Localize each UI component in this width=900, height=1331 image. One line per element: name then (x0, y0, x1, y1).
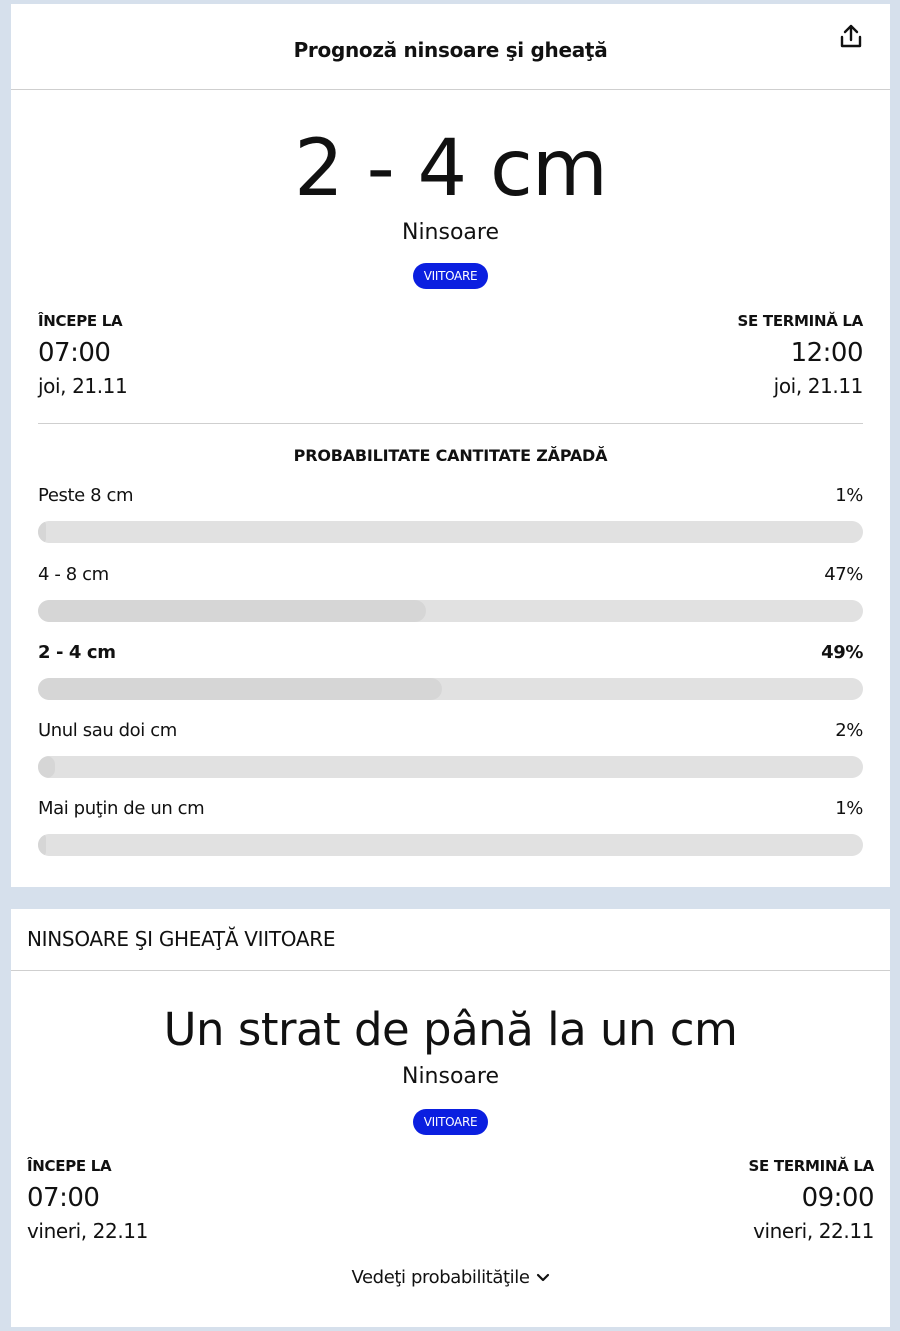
see-probabilities-link[interactable] (11, 1267, 890, 1288)
forecast-card (11, 4, 890, 887)
probability-value: 1% (835, 798, 863, 819)
upcoming-header (11, 909, 890, 971)
upcoming-start-time: 07:00 (27, 1183, 100, 1213)
probability-label: 4 - 8 cm (38, 564, 109, 585)
probability-bar-fill (38, 834, 46, 856)
upcoming-badge-wrap (11, 1109, 890, 1135)
probability-row (38, 485, 863, 555)
start-time: 07:00 (38, 338, 111, 368)
precip-type: Ninsoare (401, 220, 499, 245)
upcoming-end-date: vineri, 22.11 (753, 1219, 874, 1243)
upcoming-title: NINSOARE ŞI GHEAŢĂ VIITOARE (27, 927, 336, 951)
upcoming-amount: Un strat de până la un cm (163, 1003, 738, 1056)
upcoming-card (11, 909, 890, 1327)
probability-label: 2 - 4 cm (38, 642, 116, 663)
probability-bar (38, 600, 863, 622)
upcoming-start-date: vineri, 22.11 (27, 1219, 148, 1243)
snow-amount: 2 - 4 cm (294, 124, 607, 214)
probability-bar-fill (38, 756, 55, 778)
probability-row (38, 642, 863, 712)
probability-bar (38, 756, 863, 778)
probability-bar-fill (38, 600, 426, 622)
upcoming-start-label: ÎNCEPE LA (27, 1157, 112, 1175)
end-label: SE TERMINĂ LA (737, 312, 863, 330)
probability-value: 47% (824, 564, 863, 585)
see-probabilities-label: Vedeţi probabilităţile (351, 1267, 530, 1288)
probability-value: 1% (835, 485, 863, 506)
upcoming-status-badge: VIITOARE (413, 1109, 489, 1135)
upcoming-end-time: 09:00 (801, 1183, 874, 1213)
chevron-down-icon (536, 1273, 550, 1283)
page-title: Prognoză ninsoare şi gheaţă (293, 38, 608, 62)
probability-bar (38, 834, 863, 856)
probability-row (38, 798, 863, 868)
probability-bar (38, 678, 863, 700)
divider (38, 423, 863, 424)
probability-title: PROBABILITATE CANTITATE ZĂPADĂ (293, 446, 608, 465)
probability-row (38, 720, 863, 790)
probability-label: Unul sau doi cm (38, 720, 177, 741)
status-badge: VIITOARE (413, 263, 489, 289)
share-button[interactable] (836, 20, 866, 52)
upcoming-type: Ninsoare (401, 1064, 499, 1089)
probability-bar-fill (38, 521, 46, 543)
probability-row (38, 564, 863, 634)
upcoming-end-label: SE TERMINĂ LA (748, 1157, 874, 1175)
forecast-header (11, 4, 890, 90)
end-time: 12:00 (790, 338, 863, 368)
probability-bar-fill (38, 678, 442, 700)
probability-label: Peste 8 cm (38, 485, 134, 506)
probability-value: 49% (821, 642, 863, 663)
status-badge-wrap (11, 263, 890, 289)
probability-bar (38, 521, 863, 543)
end-date: joi, 21.11 (773, 374, 863, 398)
probability-value: 2% (835, 720, 863, 741)
share-icon (839, 23, 863, 49)
start-date: joi, 21.11 (38, 374, 128, 398)
start-label: ÎNCEPE LA (38, 312, 123, 330)
probability-label: Mai puţin de un cm (38, 798, 205, 819)
